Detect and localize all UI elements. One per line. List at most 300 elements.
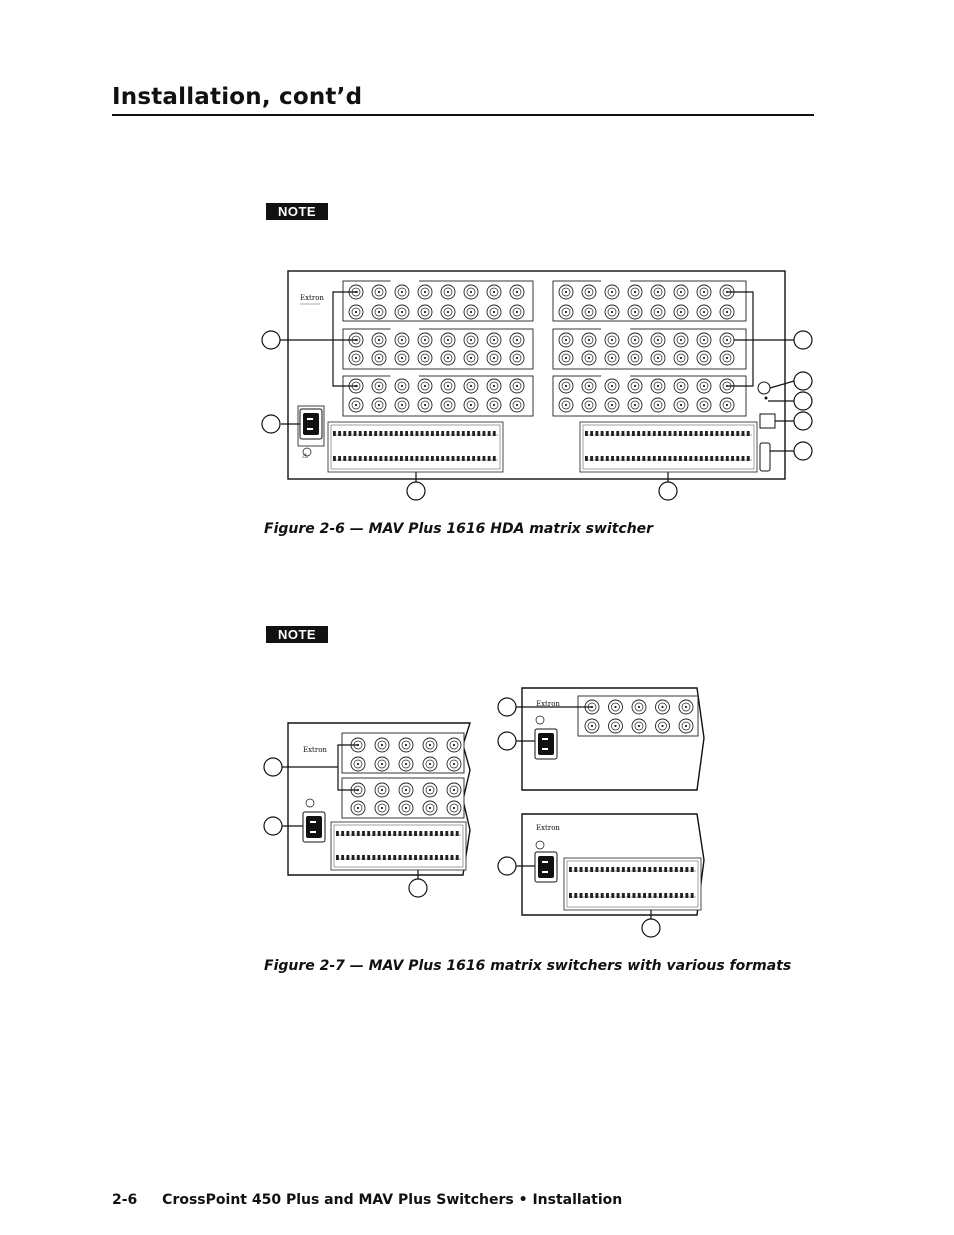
bnc-connector bbox=[447, 757, 461, 771]
terminal-pin bbox=[419, 855, 422, 860]
terminal-pin bbox=[695, 431, 698, 436]
bnc-pin bbox=[703, 404, 705, 406]
terminal-pin bbox=[435, 831, 438, 836]
reset-button bbox=[758, 382, 770, 394]
terminal-pin bbox=[669, 431, 672, 436]
terminal-pin bbox=[367, 855, 370, 860]
bnc-connector bbox=[418, 333, 432, 347]
terminal-pin bbox=[590, 456, 593, 461]
terminal-pin bbox=[622, 431, 625, 436]
bnc-pin bbox=[493, 385, 495, 387]
bnc-pin bbox=[429, 807, 431, 809]
bnc-pin bbox=[611, 357, 613, 359]
terminal-pin bbox=[354, 431, 357, 436]
callout-circle bbox=[794, 392, 812, 410]
bnc-connector bbox=[399, 757, 413, 771]
bnc-pin bbox=[401, 385, 403, 387]
bnc-pin bbox=[355, 311, 357, 313]
terminal-pin bbox=[601, 456, 604, 461]
terminal-pin bbox=[731, 431, 734, 436]
terminal-pin bbox=[430, 855, 433, 860]
bnc-connector bbox=[372, 305, 386, 319]
terminal-pin bbox=[648, 431, 651, 436]
terminal-pin bbox=[601, 867, 604, 872]
terminal-pin bbox=[574, 867, 577, 872]
terminal-pin bbox=[689, 456, 692, 461]
terminal-pin bbox=[457, 456, 460, 461]
bnc-pin bbox=[657, 385, 659, 387]
bnc-pin bbox=[726, 311, 728, 313]
bnc-connector bbox=[582, 351, 596, 365]
callout-circle bbox=[262, 415, 280, 433]
bnc-connector bbox=[582, 398, 596, 412]
safety-mark: ⚠ bbox=[302, 452, 309, 460]
figure-2-7-caption: Figure 2-7 — MAV Plus 1616 matrix switchers with various formats bbox=[264, 958, 792, 974]
terminal-pin bbox=[663, 456, 666, 461]
bnc-pin bbox=[638, 706, 640, 708]
terminal-pin bbox=[590, 867, 593, 872]
bnc-pin bbox=[401, 311, 403, 313]
bnc-pin bbox=[680, 357, 682, 359]
terminal-pin bbox=[472, 456, 475, 461]
bnc-pin bbox=[588, 291, 590, 293]
bnc-connector bbox=[674, 285, 688, 299]
bnc-pin bbox=[634, 404, 636, 406]
bnc-pin bbox=[357, 807, 359, 809]
bnc-pin bbox=[470, 291, 472, 293]
terminal-pin bbox=[369, 456, 372, 461]
terminal-pin bbox=[354, 456, 357, 461]
terminal-pin bbox=[606, 867, 609, 872]
terminal-pin bbox=[404, 831, 407, 836]
page-footer bbox=[112, 1192, 622, 1208]
bnc-pin bbox=[634, 385, 636, 387]
terminal-pin bbox=[483, 431, 486, 436]
bnc-connector bbox=[441, 305, 455, 319]
terminal-pin bbox=[721, 431, 724, 436]
bnc-pin bbox=[424, 339, 426, 341]
bnc-pin bbox=[424, 385, 426, 387]
bnc-connector bbox=[395, 351, 409, 365]
terminal-pin bbox=[606, 456, 609, 461]
bnc-pin bbox=[401, 291, 403, 293]
bnc-connector bbox=[375, 757, 389, 771]
terminal-pin bbox=[488, 456, 491, 461]
terminal-pin bbox=[653, 456, 656, 461]
bnc-pin bbox=[588, 311, 590, 313]
bnc-connector bbox=[697, 333, 711, 347]
power-inlet-socket bbox=[306, 816, 322, 838]
terminal-pin bbox=[379, 456, 382, 461]
bnc-pin bbox=[381, 744, 383, 746]
bnc-connector bbox=[674, 351, 688, 365]
terminal-pin bbox=[426, 431, 429, 436]
terminal-pin bbox=[658, 431, 661, 436]
terminal-pin bbox=[585, 456, 588, 461]
terminal-pin bbox=[409, 831, 412, 836]
terminal-pin bbox=[669, 456, 672, 461]
bnc-connector-group bbox=[343, 281, 533, 321]
bnc-pin bbox=[634, 311, 636, 313]
terminal-pin bbox=[440, 855, 443, 860]
bnc-connector bbox=[375, 801, 389, 815]
terminal-pin bbox=[400, 456, 403, 461]
terminal-pin bbox=[617, 893, 620, 898]
bnc-connector bbox=[720, 333, 734, 347]
terminal-pin bbox=[679, 456, 682, 461]
bnc-pin bbox=[611, 404, 613, 406]
bnc-connector bbox=[487, 333, 501, 347]
serial-port bbox=[760, 443, 770, 471]
terminal-pin bbox=[430, 831, 433, 836]
bnc-pin bbox=[453, 807, 455, 809]
bnc-connector bbox=[395, 379, 409, 393]
bnc-connector bbox=[656, 700, 670, 714]
terminal-pin bbox=[456, 855, 459, 860]
bnc-connector bbox=[674, 333, 688, 347]
bnc-connector bbox=[697, 379, 711, 393]
terminal-pin bbox=[493, 456, 496, 461]
terminal-pin bbox=[431, 456, 434, 461]
bnc-connector bbox=[464, 351, 478, 365]
terminal-pin bbox=[664, 893, 667, 898]
bnc-pin bbox=[357, 763, 359, 765]
bnc-pin bbox=[401, 404, 403, 406]
bnc-connector bbox=[418, 305, 432, 319]
terminal-pin bbox=[445, 855, 448, 860]
footer-page-number: 2-6 bbox=[112, 1192, 138, 1208]
power-inlet-pin bbox=[542, 738, 548, 740]
terminal-pin bbox=[606, 893, 609, 898]
bnc-pin bbox=[493, 291, 495, 293]
bnc-pin bbox=[405, 744, 407, 746]
bnc-connector bbox=[510, 333, 524, 347]
bnc-pin bbox=[493, 311, 495, 313]
terminal-pin bbox=[747, 431, 750, 436]
bnc-connector bbox=[605, 351, 619, 365]
bnc-pin bbox=[703, 311, 705, 313]
terminal-pin bbox=[400, 431, 403, 436]
bnc-connector bbox=[628, 379, 642, 393]
bnc-connector bbox=[605, 379, 619, 393]
terminal-pin bbox=[611, 893, 614, 898]
terminal-pin bbox=[359, 431, 362, 436]
bnc-pin bbox=[657, 339, 659, 341]
bnc-pin bbox=[381, 807, 383, 809]
bnc-connector-group bbox=[343, 329, 533, 369]
bnc-connector bbox=[464, 379, 478, 393]
terminal-pin bbox=[436, 431, 439, 436]
terminal-pin bbox=[488, 431, 491, 436]
bnc-connector bbox=[423, 757, 437, 771]
terminal-pin bbox=[348, 431, 351, 436]
bnc-connector bbox=[651, 305, 665, 319]
bnc-connector bbox=[582, 305, 596, 319]
bnc-pin bbox=[565, 404, 567, 406]
terminal-pin bbox=[633, 893, 636, 898]
brand-logo: Extron bbox=[536, 700, 560, 708]
terminal-pin bbox=[616, 456, 619, 461]
terminal-pin bbox=[606, 431, 609, 436]
bnc-connector bbox=[447, 738, 461, 752]
bnc-connector bbox=[628, 398, 642, 412]
terminal-pin bbox=[372, 855, 375, 860]
bnc-pin bbox=[429, 789, 431, 791]
terminal-pin bbox=[405, 431, 408, 436]
terminal-pin bbox=[585, 867, 588, 872]
bnc-pin bbox=[378, 357, 380, 359]
bnc-connector bbox=[487, 285, 501, 299]
terminal-pin bbox=[590, 431, 593, 436]
bnc-connector bbox=[487, 305, 501, 319]
terminal-pin bbox=[441, 456, 444, 461]
terminal-pin bbox=[367, 831, 370, 836]
bnc-connector bbox=[418, 351, 432, 365]
terminal-pin bbox=[336, 855, 339, 860]
terminal-pin bbox=[736, 456, 739, 461]
bnc-pin bbox=[493, 357, 495, 359]
bnc-connector bbox=[487, 351, 501, 365]
terminal-pin bbox=[390, 456, 393, 461]
terminal-pin bbox=[357, 855, 360, 860]
bnc-connector bbox=[510, 305, 524, 319]
bnc-pin bbox=[453, 744, 455, 746]
bnc-connector bbox=[418, 379, 432, 393]
terminal-pin bbox=[710, 456, 713, 461]
terminal-pin bbox=[642, 456, 645, 461]
bnc-pin bbox=[453, 789, 455, 791]
bnc-connector bbox=[349, 305, 363, 319]
terminal-pin bbox=[362, 855, 365, 860]
bnc-connector bbox=[632, 719, 646, 733]
terminal-pin bbox=[414, 855, 417, 860]
terminal-pin bbox=[705, 431, 708, 436]
terminal-pin bbox=[569, 867, 572, 872]
terminal-pin bbox=[731, 456, 734, 461]
callout-circle bbox=[407, 482, 425, 500]
terminal-pin bbox=[416, 431, 419, 436]
terminal-pin bbox=[654, 893, 657, 898]
bnc-connector bbox=[582, 333, 596, 347]
terminal-block-connector bbox=[328, 422, 503, 472]
bnc-connector bbox=[399, 783, 413, 797]
bnc-connector bbox=[395, 305, 409, 319]
bnc-pin bbox=[588, 339, 590, 341]
bnc-connector bbox=[375, 783, 389, 797]
terminal-pin bbox=[643, 867, 646, 872]
terminal-pin bbox=[457, 431, 460, 436]
terminal-pin bbox=[664, 867, 667, 872]
terminal-pin bbox=[446, 456, 449, 461]
terminal-pin bbox=[617, 867, 620, 872]
bnc-connector bbox=[697, 285, 711, 299]
bnc-pin bbox=[611, 385, 613, 387]
bnc-connector bbox=[441, 333, 455, 347]
terminal-pin bbox=[493, 431, 496, 436]
bnc-connector bbox=[441, 285, 455, 299]
terminal-pin bbox=[383, 855, 386, 860]
terminal-pin bbox=[441, 431, 444, 436]
bnc-connector bbox=[632, 700, 646, 714]
bnc-pin bbox=[680, 385, 682, 387]
bnc-pin bbox=[493, 339, 495, 341]
terminal-pin bbox=[659, 867, 662, 872]
power-inlet-pin bbox=[542, 748, 548, 750]
bnc-connector bbox=[651, 351, 665, 365]
bnc-pin bbox=[378, 404, 380, 406]
bnc-connector bbox=[651, 285, 665, 299]
bnc-connector bbox=[559, 285, 573, 299]
terminal-pin bbox=[627, 431, 630, 436]
terminal-pin bbox=[726, 456, 729, 461]
terminal-pin bbox=[721, 456, 724, 461]
terminal-pin bbox=[580, 893, 583, 898]
terminal-pin bbox=[395, 431, 398, 436]
bnc-connector bbox=[651, 379, 665, 393]
bnc-connector bbox=[372, 398, 386, 412]
bnc-pin bbox=[516, 357, 518, 359]
bnc-pin bbox=[401, 357, 403, 359]
bnc-pin bbox=[726, 404, 728, 406]
bnc-connector bbox=[674, 379, 688, 393]
bnc-connector bbox=[510, 285, 524, 299]
bnc-connector bbox=[559, 351, 573, 365]
terminal-pin bbox=[467, 431, 470, 436]
bnc-pin bbox=[378, 311, 380, 313]
bnc-connector bbox=[605, 305, 619, 319]
terminal-pin bbox=[385, 431, 388, 436]
terminal-pin bbox=[653, 431, 656, 436]
bnc-connector bbox=[720, 351, 734, 365]
bnc-connector bbox=[609, 719, 623, 733]
terminal-pin bbox=[421, 431, 424, 436]
bnc-pin bbox=[634, 291, 636, 293]
bnc-connector bbox=[423, 738, 437, 752]
callout-circle bbox=[794, 412, 812, 430]
bnc-pin bbox=[657, 311, 659, 313]
bnc-pin bbox=[591, 725, 593, 727]
bnc-pin bbox=[685, 706, 687, 708]
bnc-pin bbox=[565, 339, 567, 341]
bnc-pin bbox=[470, 404, 472, 406]
terminal-pin bbox=[414, 831, 417, 836]
bnc-connector bbox=[372, 379, 386, 393]
bnc-pin bbox=[703, 339, 705, 341]
power-inlet-pin bbox=[542, 861, 548, 863]
bnc-connector bbox=[423, 801, 437, 815]
bnc-pin bbox=[516, 339, 518, 341]
bnc-connector bbox=[487, 379, 501, 393]
bnc-pin bbox=[685, 725, 687, 727]
bnc-pin bbox=[447, 385, 449, 387]
terminal-pin bbox=[627, 867, 630, 872]
bnc-connector bbox=[510, 379, 524, 393]
terminal-pin bbox=[679, 431, 682, 436]
power-inlet-socket bbox=[538, 856, 554, 878]
bnc-connector bbox=[651, 333, 665, 347]
bnc-pin bbox=[516, 385, 518, 387]
bnc-pin bbox=[565, 357, 567, 359]
terminal-pin bbox=[385, 456, 388, 461]
bnc-pin bbox=[355, 357, 357, 359]
bnc-connector bbox=[582, 379, 596, 393]
terminal-pin bbox=[674, 431, 677, 436]
terminal-pin bbox=[436, 456, 439, 461]
bnc-pin bbox=[405, 763, 407, 765]
terminal-pin bbox=[689, 431, 692, 436]
bnc-connector bbox=[674, 305, 688, 319]
terminal-pin bbox=[637, 456, 640, 461]
terminal-pin bbox=[622, 867, 625, 872]
terminal-pin bbox=[595, 431, 598, 436]
terminal-pin bbox=[343, 456, 346, 461]
terminal-pin bbox=[383, 831, 386, 836]
terminal-pin bbox=[405, 456, 408, 461]
bnc-pin bbox=[614, 706, 616, 708]
bnc-connector bbox=[559, 379, 573, 393]
terminal-pin bbox=[393, 831, 396, 836]
bnc-connector bbox=[720, 398, 734, 412]
bnc-pin bbox=[588, 357, 590, 359]
bnc-pin bbox=[470, 357, 472, 359]
terminal-pin bbox=[472, 431, 475, 436]
bnc-pin bbox=[405, 807, 407, 809]
terminal-pin bbox=[364, 456, 367, 461]
terminal-pin bbox=[362, 831, 365, 836]
terminal-pin bbox=[736, 431, 739, 436]
bnc-pin bbox=[634, 339, 636, 341]
bnc-pin bbox=[424, 291, 426, 293]
bnc-connector-group bbox=[553, 281, 746, 321]
bnc-pin bbox=[447, 357, 449, 359]
terminal-pin bbox=[675, 893, 678, 898]
callout-circle bbox=[498, 857, 516, 875]
callout-circle bbox=[262, 331, 280, 349]
terminal-pin bbox=[595, 456, 598, 461]
bnc-connector bbox=[372, 351, 386, 365]
ethernet-port bbox=[760, 414, 775, 428]
bnc-connector bbox=[487, 398, 501, 412]
terminal-pin bbox=[440, 831, 443, 836]
terminal-pin bbox=[638, 867, 641, 872]
bnc-pin bbox=[611, 311, 613, 313]
terminal-block-connector bbox=[564, 858, 701, 910]
terminal-pin bbox=[390, 431, 393, 436]
bnc-pin bbox=[703, 291, 705, 293]
terminal-pin bbox=[742, 456, 745, 461]
bnc-pin bbox=[611, 339, 613, 341]
bnc-pin bbox=[355, 404, 357, 406]
bnc-pin bbox=[429, 763, 431, 765]
terminal-pin bbox=[477, 456, 480, 461]
terminal-pin bbox=[395, 456, 398, 461]
terminal-pin bbox=[446, 431, 449, 436]
terminal-pin bbox=[359, 456, 362, 461]
bnc-connector bbox=[605, 285, 619, 299]
bnc-pin bbox=[614, 725, 616, 727]
terminal-pin bbox=[352, 831, 355, 836]
bnc-connector bbox=[395, 333, 409, 347]
power-inlet-pin bbox=[310, 821, 316, 823]
bnc-connector bbox=[559, 305, 573, 319]
bnc-connector bbox=[674, 398, 688, 412]
callout-circle bbox=[264, 817, 282, 835]
bnc-pin bbox=[703, 357, 705, 359]
bnc-connector bbox=[418, 398, 432, 412]
bnc-connector bbox=[464, 285, 478, 299]
terminal-pin bbox=[338, 456, 341, 461]
terminal-pin bbox=[369, 431, 372, 436]
